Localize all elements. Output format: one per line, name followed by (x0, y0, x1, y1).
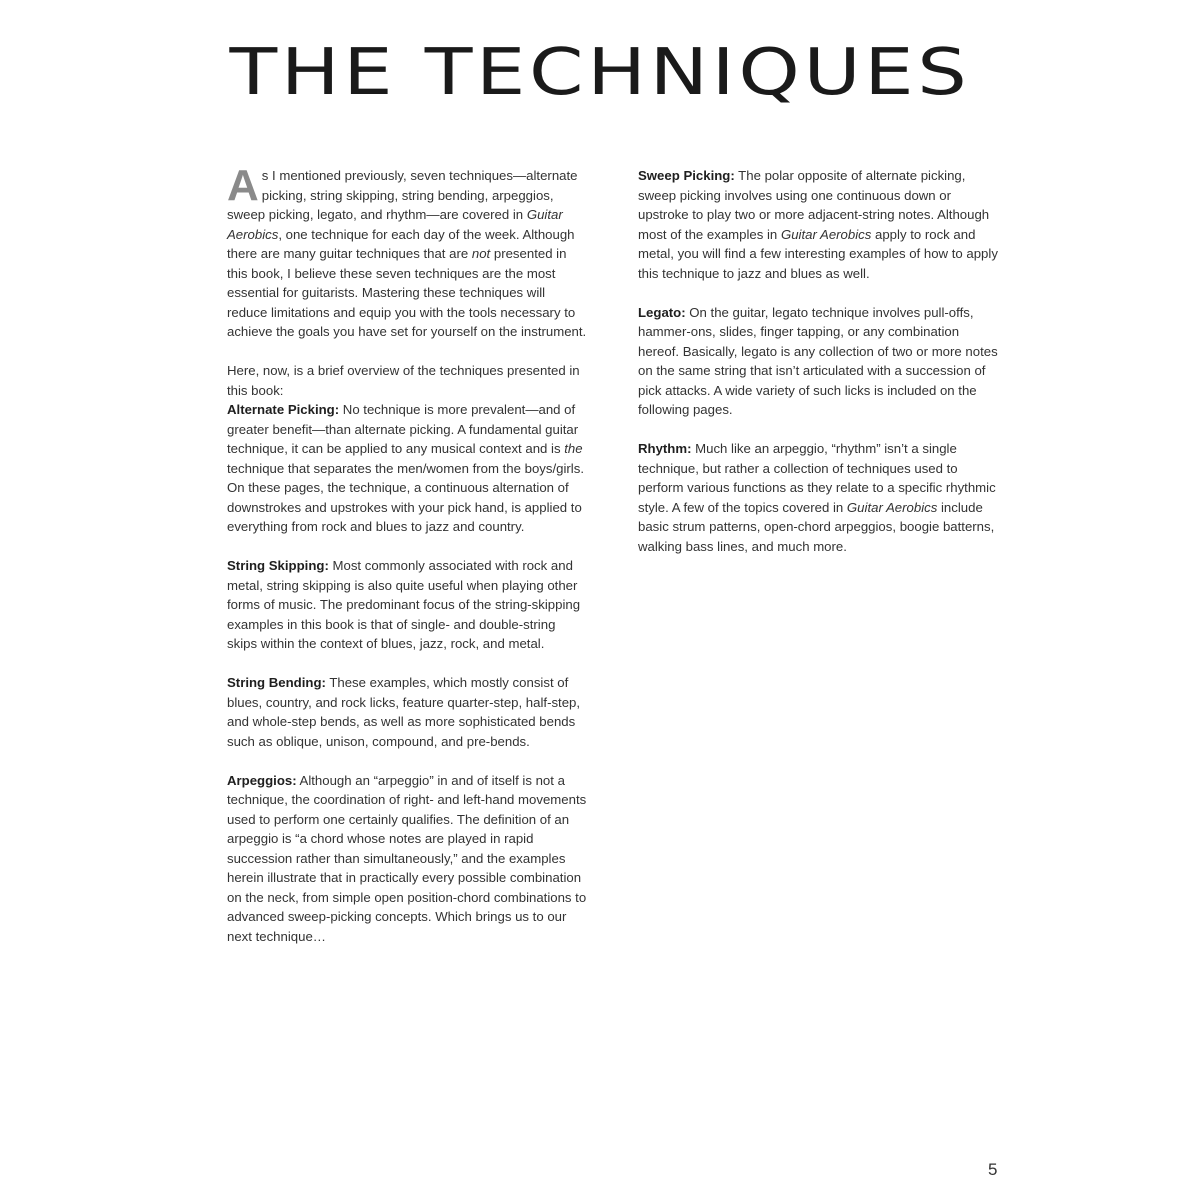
overview-paragraph: Here, now, is a brief overview of the techniques presented in this book: (227, 363, 580, 398)
left-column (227, 161, 589, 966)
legato-term: Legato: (638, 304, 686, 320)
alternate-picking-paragraph (227, 400, 589, 537)
alternate-picking-term: Alternate Picking: (227, 402, 340, 417)
string-bending-term: String Bending: (227, 675, 326, 690)
arpeggios-paragraph (227, 771, 589, 947)
string-bending-paragraph (227, 673, 589, 751)
sweep-picking-text-1: The polar opposite of alternate picking, sweep picking involves using one continuous down or upstroke to play two or more adjacent-string notes. Although most of the examples in (638, 168, 990, 242)
emphasis-the: the (564, 441, 583, 456)
book-title: Guitar Aerobics (227, 207, 563, 242)
rhythm-text-1: Much like an arpeggio, “rhythm” isn’t a single technique, but rather a collection of techniques used to perform various functions as they relate to a specific rhythmic style. A few of the topics covered in (638, 441, 996, 515)
legato-paragraph (638, 303, 1000, 420)
page-number: 5 (988, 1160, 998, 1179)
rhythm-paragraph (638, 439, 1000, 556)
alternate-picking-text-2: technique that separates the men/women from the boys/girls. On these pages, the technique, a continuous alternation of downstrokes and upstrokes with your pick hand, is applied to everything from rock and blues to jazz and country. (227, 460, 584, 534)
rhythm-term: Rhythm: (638, 441, 692, 456)
string-skipping-term: String Skipping: (227, 558, 329, 573)
intro-text-3: presented in this book, I believe these seven techniques are the most essential for guitarists. Mastering these techniques will reduce limitations and equip you with the tools necessary to achieve the goals you have set for yourself on the instrument. (227, 246, 587, 339)
intro-text-1: s I mentioned previously, seven techniques—alternate picking, string skipping, string bending, arpeggios, sweep picking, legato, and rhythm—are covered in (227, 168, 578, 222)
sweep-picking-paragraph (638, 166, 1000, 283)
string-skipping-paragraph (227, 556, 589, 654)
page-title: THE TECHNIQUES (229, 36, 971, 110)
intro-text-2: , one technique for each day of the week. Although there are many guitar techniques that are (227, 226, 575, 261)
string-skipping-text: Most commonly associated with rock and metal, string skipping is also quite useful when playing other forms of music. The predominant focus of the string-skipping examples in this book is that of single- and double-string skips within the context of blues, jazz, rock, and metal. (227, 558, 581, 651)
string-bending-text: These examples, which mostly consist of blues, country, and rock licks, feature quarter-step, half-step, and whole-step bends, as well as more sophisticated bends such as oblique, unison, compound, and pre-bends. (227, 675, 581, 749)
arpeggios-term: Arpeggios: (227, 772, 297, 788)
legato-text: On the guitar, legato technique involves pull-offs, hammer-ons, slides, finger tapping, or any combination hereof. Basically, legato is any collection of two or more notes on the same string that isn’t articulated with a succession of pick attacks. A wide variety of such licks is included on the following pages. (638, 304, 998, 417)
arpeggios-text: Although an “arpeggio” in and of itself is not a technique, the coordination of right- and left-hand movements used to perform one certainly qualifies. The definition of an arpeggio is “a chord whose notes are played in rapid succession rather than simultaneously,” and the examples herein illustrate that in practically every possible combination on the neck, from simple open position-chord combinations to advanced sweep-picking concepts. Which brings us to our next technique… (227, 772, 587, 944)
emphasis-not: not (471, 246, 491, 261)
drop-cap: A (227, 161, 259, 210)
sweep-picking-text-2: apply to rock and metal, you will find a few interesting examples of how to apply this technique to jazz and blues as well. (638, 226, 998, 281)
sweep-picking-term: Sweep Picking: (638, 168, 735, 183)
alternate-picking-text-1: No technique is more prevalent—and of greater benefit—than alternate picking. A fundamental guitar technique, it can be applied to any musical context and is (227, 402, 579, 456)
book-title: Guitar Aerobics (846, 499, 938, 515)
intro-paragraph (227, 161, 589, 342)
book-title: Guitar Aerobics (780, 226, 872, 242)
right-column (638, 166, 1000, 576)
rhythm-text-2: include basic strum patterns, open-chord arpeggios, boogie batterns, walking bass lines, and much more. (638, 499, 995, 554)
